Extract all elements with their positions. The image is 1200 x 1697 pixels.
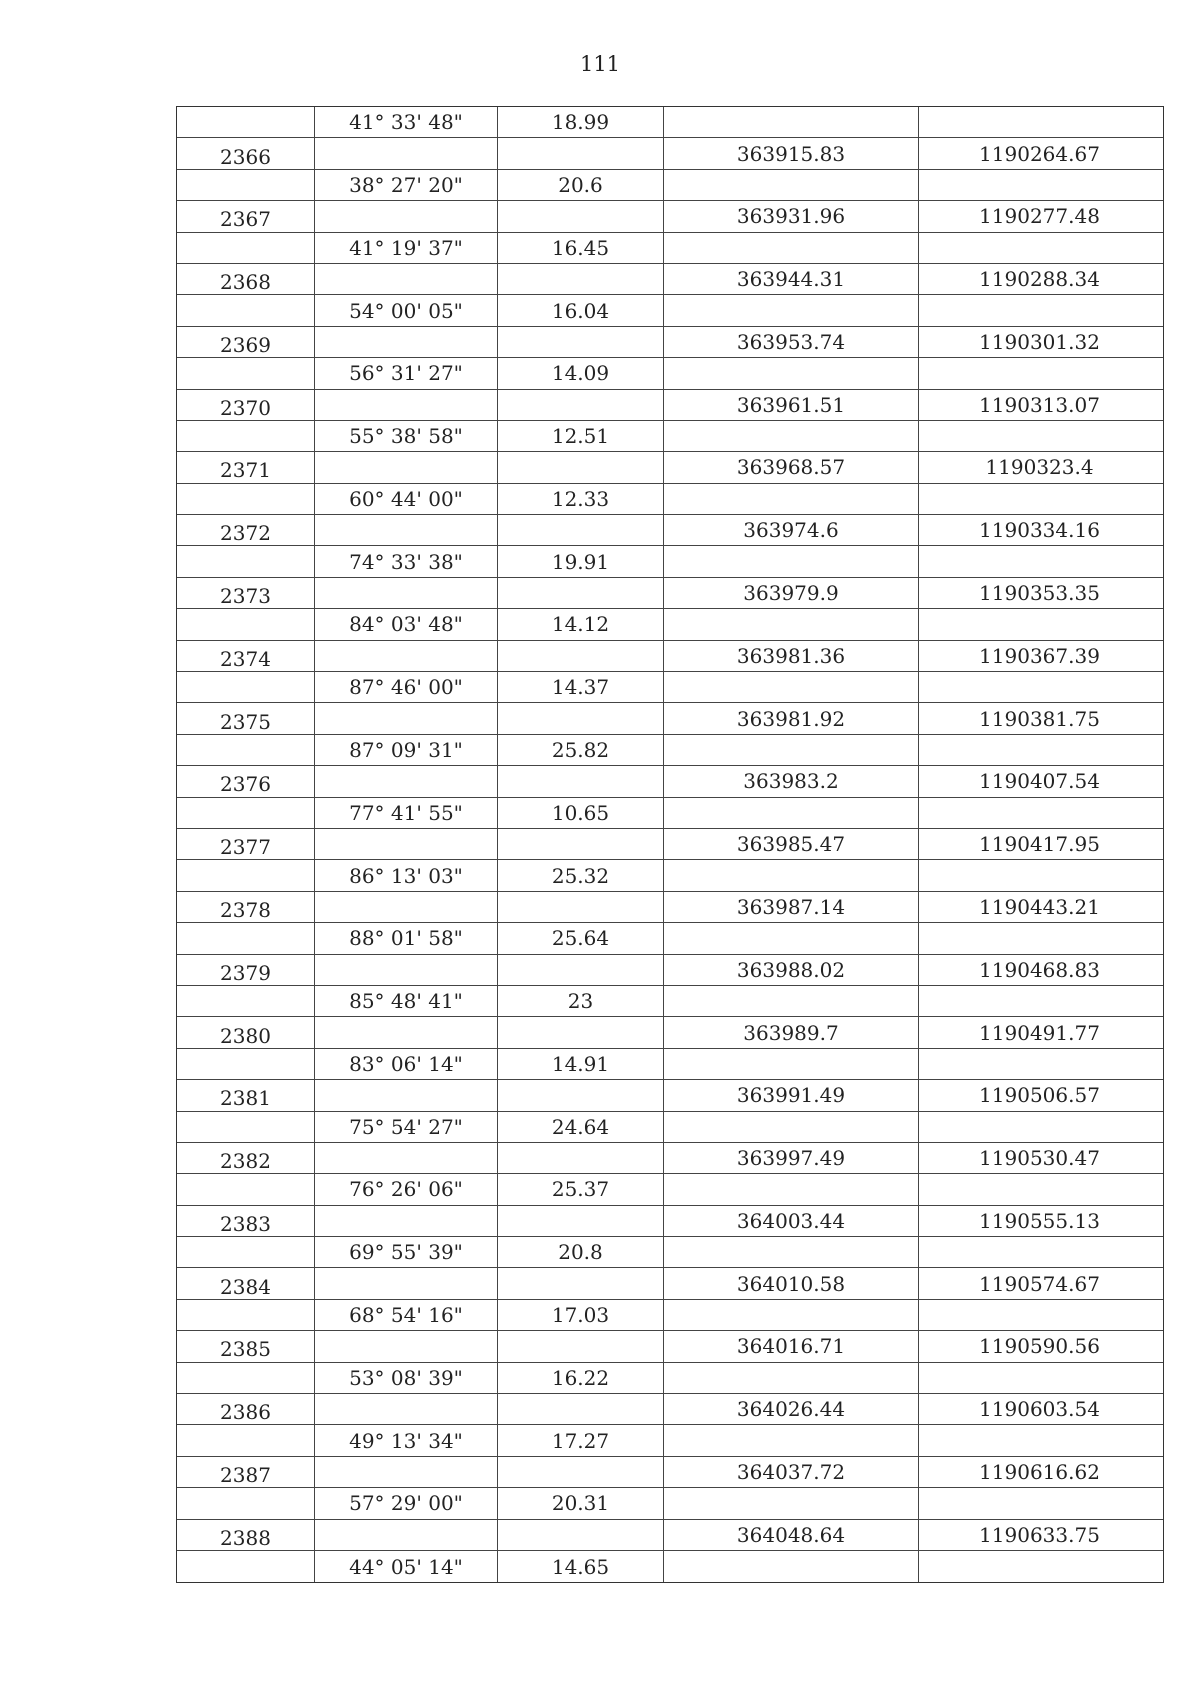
empty-cell: [315, 892, 498, 922]
empty-cell: [177, 295, 315, 325]
empty-cell: [177, 1237, 315, 1267]
empty-cell: [919, 1049, 1160, 1079]
bearing-cell: 41° 19' 37": [315, 233, 498, 263]
segment-row: [177, 986, 1163, 1017]
distance-cell: 20.6: [498, 170, 664, 200]
easting-cell: 1190506.57: [979, 1083, 1100, 1108]
northing-cell: 363974.6: [664, 515, 919, 545]
easting-cell: 1190417.95: [979, 832, 1100, 857]
empty-cell: [664, 358, 919, 388]
point-id-cell: 2368: [177, 264, 315, 294]
distance-cell: 14.65: [498, 1551, 664, 1582]
distance-cell: 20.31: [498, 1488, 664, 1518]
segment-row: [177, 233, 1163, 264]
point-row: [177, 1520, 1163, 1551]
empty-cell: [919, 1112, 1160, 1142]
point-row: [177, 1017, 1163, 1048]
empty-cell: [315, 1017, 498, 1047]
point-row: [177, 327, 1163, 358]
point-id-cell: 2384: [177, 1268, 315, 1298]
empty-cell: [919, 233, 1160, 263]
segment-row: [177, 421, 1163, 452]
point-row: [177, 578, 1163, 609]
empty-cell: [664, 1237, 919, 1267]
empty-cell: [498, 452, 664, 482]
empty-cell: [177, 1488, 315, 1518]
empty-cell: [664, 923, 919, 953]
empty-cell: [177, 1363, 315, 1393]
bearing-cell: 57° 29' 00": [315, 1488, 498, 1518]
segment-row: [177, 170, 1163, 201]
northing-cell: 364026.44: [664, 1394, 919, 1424]
easting-cell: 1190603.54: [979, 1397, 1100, 1422]
point-row: [177, 1206, 1163, 1237]
easting-cell: 1190301.32: [979, 329, 1100, 354]
point-row: [177, 641, 1163, 672]
segment-row: [177, 1112, 1163, 1143]
empty-cell: [177, 672, 315, 702]
segment-row: [177, 860, 1163, 891]
point-id-cell: 2371: [177, 452, 315, 482]
bearing-cell: 85° 48' 41": [315, 986, 498, 1016]
segment-row: [177, 1551, 1163, 1582]
empty-cell: [664, 798, 919, 828]
distance-cell: 14.12: [498, 609, 664, 639]
point-id-cell: 2370: [177, 390, 315, 420]
empty-cell: [664, 986, 919, 1016]
northing-cell: 363915.83: [664, 138, 919, 168]
segment-row: [177, 1049, 1163, 1080]
easting-cell: 1190407.54: [979, 769, 1100, 794]
empty-cell: [177, 798, 315, 828]
empty-cell: [315, 1331, 498, 1361]
empty-cell: [919, 546, 1160, 576]
empty-cell: [498, 578, 664, 608]
point-row: [177, 515, 1163, 546]
empty-cell: [498, 766, 664, 796]
distance-cell: 16.22: [498, 1363, 664, 1393]
bearing-cell: 84° 03' 48": [315, 609, 498, 639]
empty-cell: [664, 107, 919, 137]
empty-cell: [177, 1049, 315, 1079]
easting-cell: 1190633.75: [979, 1522, 1100, 1547]
northing-cell: 363988.02: [664, 955, 919, 985]
segment-row: [177, 1488, 1163, 1519]
distance-cell: 14.91: [498, 1049, 664, 1079]
empty-cell: [177, 546, 315, 576]
empty-cell: [664, 860, 919, 890]
point-id-cell: 2385: [177, 1331, 315, 1361]
empty-cell: [498, 515, 664, 545]
point-id-cell: 2386: [177, 1394, 315, 1424]
northing-cell: 364037.72: [664, 1457, 919, 1487]
empty-cell: [498, 1080, 664, 1110]
bearing-cell: 87° 09' 31": [315, 735, 498, 765]
empty-cell: [315, 955, 498, 985]
point-id-cell: 2373: [177, 578, 315, 608]
empty-cell: [919, 1174, 1160, 1204]
bearing-cell: 83° 06' 14": [315, 1049, 498, 1079]
segment-row: [177, 295, 1163, 326]
point-row: [177, 703, 1163, 734]
easting-cell: 1190530.47: [979, 1146, 1100, 1171]
point-id-cell: 2381: [177, 1080, 315, 1110]
empty-cell: [919, 1425, 1160, 1455]
segment-row: [177, 484, 1163, 515]
empty-cell: [177, 1112, 315, 1142]
empty-cell: [919, 798, 1160, 828]
empty-cell: [919, 1237, 1160, 1267]
bearing-cell: 38° 27' 20": [315, 170, 498, 200]
empty-cell: [315, 201, 498, 231]
empty-cell: [498, 1520, 664, 1550]
point-row: [177, 829, 1163, 860]
empty-cell: [498, 1206, 664, 1236]
empty-cell: [919, 484, 1160, 514]
empty-cell: [177, 107, 315, 137]
empty-cell: [498, 1143, 664, 1173]
segment-row: [177, 107, 1163, 138]
empty-cell: [664, 1551, 919, 1582]
easting-cell: 1190555.13: [979, 1208, 1100, 1233]
empty-cell: [498, 1017, 664, 1047]
northing-cell: 363944.31: [664, 264, 919, 294]
point-id-cell: 2388: [177, 1520, 315, 1550]
empty-cell: [177, 1425, 315, 1455]
empty-cell: [664, 1174, 919, 1204]
point-id-cell: 2380: [177, 1017, 315, 1047]
empty-cell: [315, 1520, 498, 1550]
distance-cell: 10.65: [498, 798, 664, 828]
point-row: [177, 1268, 1163, 1299]
point-row: [177, 264, 1163, 295]
empty-cell: [498, 955, 664, 985]
northing-cell: 363991.49: [664, 1080, 919, 1110]
easting-cell: 1190264.67: [979, 141, 1100, 166]
bearing-cell: 44° 05' 14": [315, 1551, 498, 1582]
point-row: [177, 138, 1163, 169]
empty-cell: [315, 327, 498, 357]
bearing-cell: 76° 26' 06": [315, 1174, 498, 1204]
empty-cell: [664, 233, 919, 263]
empty-cell: [498, 264, 664, 294]
bearing-cell: 55° 38' 58": [315, 421, 498, 451]
point-row: [177, 452, 1163, 483]
empty-cell: [315, 829, 498, 859]
northing-cell: 363953.74: [664, 327, 919, 357]
empty-cell: [177, 358, 315, 388]
northing-cell: 363989.7: [664, 1017, 919, 1047]
point-row: [177, 1394, 1163, 1425]
point-id-cell: 2366: [177, 138, 315, 168]
empty-cell: [919, 170, 1160, 200]
point-row: [177, 955, 1163, 986]
distance-cell: 12.51: [498, 421, 664, 451]
bearing-cell: 56° 31' 27": [315, 358, 498, 388]
point-id-cell: 2377: [177, 829, 315, 859]
empty-cell: [315, 138, 498, 168]
empty-cell: [919, 923, 1160, 953]
northing-cell: 364003.44: [664, 1206, 919, 1236]
empty-cell: [919, 609, 1160, 639]
empty-cell: [177, 860, 315, 890]
easting-cell: 1190443.21: [979, 894, 1100, 919]
distance-cell: 25.64: [498, 923, 664, 953]
empty-cell: [498, 201, 664, 231]
empty-cell: [177, 609, 315, 639]
bearing-cell: 41° 33' 48": [315, 107, 498, 137]
point-id-cell: 2387: [177, 1457, 315, 1487]
bearing-cell: 77° 41' 55": [315, 798, 498, 828]
northing-cell: 364016.71: [664, 1331, 919, 1361]
empty-cell: [664, 735, 919, 765]
bearing-cell: 88° 01' 58": [315, 923, 498, 953]
point-row: [177, 1457, 1163, 1488]
point-row: [177, 201, 1163, 232]
distance-cell: 18.99: [498, 107, 664, 137]
empty-cell: [919, 358, 1160, 388]
distance-cell: 16.04: [498, 295, 664, 325]
segment-row: [177, 1174, 1163, 1205]
empty-cell: [919, 672, 1160, 702]
northing-cell: 364010.58: [664, 1268, 919, 1298]
segment-row: [177, 798, 1163, 829]
point-id-cell: 2369: [177, 327, 315, 357]
bearing-cell: 53° 08' 39": [315, 1363, 498, 1393]
empty-cell: [498, 829, 664, 859]
empty-cell: [498, 641, 664, 671]
point-row: [177, 390, 1163, 421]
survey-table: [176, 106, 1164, 1583]
bearing-cell: 54° 00' 05": [315, 295, 498, 325]
empty-cell: [177, 170, 315, 200]
empty-cell: [498, 1268, 664, 1298]
page-number: 111: [579, 52, 621, 76]
bearing-cell: 49° 13' 34": [315, 1425, 498, 1455]
distance-cell: 24.64: [498, 1112, 664, 1142]
empty-cell: [919, 421, 1160, 451]
distance-cell: 12.33: [498, 484, 664, 514]
point-id-cell: 2375: [177, 703, 315, 733]
point-id-cell: 2372: [177, 515, 315, 545]
empty-cell: [498, 327, 664, 357]
empty-cell: [315, 1206, 498, 1236]
northing-cell: 363983.2: [664, 766, 919, 796]
northing-cell: 363968.57: [664, 452, 919, 482]
easting-cell: 1190353.35: [979, 581, 1100, 606]
point-row: [177, 1331, 1163, 1362]
northing-cell: 363931.96: [664, 201, 919, 231]
empty-cell: [919, 295, 1160, 325]
northing-cell: 363985.47: [664, 829, 919, 859]
point-id-cell: 2379: [177, 955, 315, 985]
distance-cell: 14.37: [498, 672, 664, 702]
easting-cell: 1190616.62: [979, 1459, 1100, 1484]
segment-row: [177, 1300, 1163, 1331]
empty-cell: [919, 986, 1160, 1016]
empty-cell: [664, 609, 919, 639]
empty-cell: [177, 1174, 315, 1204]
northing-cell: 363997.49: [664, 1143, 919, 1173]
northing-cell: 363981.36: [664, 641, 919, 671]
empty-cell: [919, 1551, 1160, 1582]
empty-cell: [315, 578, 498, 608]
point-id-cell: 2378: [177, 892, 315, 922]
distance-cell: 25.82: [498, 735, 664, 765]
bearing-cell: 87° 46' 00": [315, 672, 498, 702]
distance-cell: 25.32: [498, 860, 664, 890]
empty-cell: [315, 1143, 498, 1173]
empty-cell: [315, 1394, 498, 1424]
empty-cell: [177, 233, 315, 263]
segment-row: [177, 1363, 1163, 1394]
empty-cell: [919, 1300, 1160, 1330]
easting-cell: 1190491.77: [979, 1020, 1100, 1045]
distance-cell: 20.8: [498, 1237, 664, 1267]
bearing-cell: 68° 54' 16": [315, 1300, 498, 1330]
segment-row: [177, 1237, 1163, 1268]
distance-cell: 19.91: [498, 546, 664, 576]
empty-cell: [315, 452, 498, 482]
empty-cell: [664, 295, 919, 325]
distance-cell: 25.37: [498, 1174, 664, 1204]
empty-cell: [664, 170, 919, 200]
empty-cell: [664, 1049, 919, 1079]
empty-cell: [664, 1300, 919, 1330]
empty-cell: [177, 986, 315, 1016]
point-row: [177, 766, 1163, 797]
easting-cell: 1190590.56: [979, 1334, 1100, 1359]
distance-cell: 17.27: [498, 1425, 664, 1455]
segment-row: [177, 1425, 1163, 1456]
segment-row: [177, 358, 1163, 389]
segment-row: [177, 546, 1163, 577]
easting-cell: 1190334.16: [979, 518, 1100, 543]
point-row: [177, 1080, 1163, 1111]
easting-cell: 1190468.83: [979, 957, 1100, 982]
empty-cell: [664, 1363, 919, 1393]
northing-cell: 363961.51: [664, 390, 919, 420]
empty-cell: [177, 421, 315, 451]
empty-cell: [315, 390, 498, 420]
empty-cell: [498, 1394, 664, 1424]
segment-row: [177, 735, 1163, 766]
empty-cell: [315, 641, 498, 671]
easting-cell: 1190367.39: [979, 643, 1100, 668]
empty-cell: [498, 1457, 664, 1487]
empty-cell: [177, 484, 315, 514]
easting-cell: 1190323.4: [985, 455, 1094, 480]
bearing-cell: 75° 54' 27": [315, 1112, 498, 1142]
empty-cell: [315, 1080, 498, 1110]
bearing-cell: 69° 55' 39": [315, 1237, 498, 1267]
empty-cell: [919, 735, 1160, 765]
empty-cell: [664, 1112, 919, 1142]
empty-cell: [315, 1268, 498, 1298]
empty-cell: [498, 138, 664, 168]
bearing-cell: 60° 44' 00": [315, 484, 498, 514]
empty-cell: [498, 703, 664, 733]
empty-cell: [664, 1425, 919, 1455]
bearing-cell: 74° 33' 38": [315, 546, 498, 576]
empty-cell: [177, 1551, 315, 1582]
empty-cell: [664, 672, 919, 702]
point-id-cell: 2374: [177, 641, 315, 671]
empty-cell: [498, 1331, 664, 1361]
distance-cell: 17.03: [498, 1300, 664, 1330]
easting-cell: 1190277.48: [979, 204, 1100, 229]
northing-cell: 364048.64: [664, 1520, 919, 1550]
easting-cell: 1190313.07: [979, 392, 1100, 417]
empty-cell: [177, 923, 315, 953]
bearing-cell: 86° 13' 03": [315, 860, 498, 890]
point-id-cell: 2383: [177, 1206, 315, 1236]
northing-cell: 363981.92: [664, 703, 919, 733]
empty-cell: [664, 1488, 919, 1518]
distance-cell: 16.45: [498, 233, 664, 263]
empty-cell: [315, 766, 498, 796]
empty-cell: [919, 107, 1160, 137]
empty-cell: [664, 484, 919, 514]
empty-cell: [498, 892, 664, 922]
empty-cell: [315, 703, 498, 733]
segment-row: [177, 672, 1163, 703]
empty-cell: [315, 1457, 498, 1487]
empty-cell: [919, 1363, 1160, 1393]
point-row: [177, 1143, 1163, 1174]
easting-cell: 1190381.75: [979, 706, 1100, 731]
point-id-cell: 2382: [177, 1143, 315, 1173]
distance-cell: 14.09: [498, 358, 664, 388]
easting-cell: 1190288.34: [979, 267, 1100, 292]
empty-cell: [315, 264, 498, 294]
empty-cell: [664, 546, 919, 576]
easting-cell: 1190574.67: [979, 1271, 1100, 1296]
empty-cell: [919, 1488, 1160, 1518]
empty-cell: [664, 421, 919, 451]
point-id-cell: 2376: [177, 766, 315, 796]
empty-cell: [177, 735, 315, 765]
empty-cell: [498, 390, 664, 420]
northing-cell: 363979.9: [664, 578, 919, 608]
northing-cell: 363987.14: [664, 892, 919, 922]
distance-cell: 23: [498, 986, 664, 1016]
point-id-cell: 2367: [177, 201, 315, 231]
point-row: [177, 892, 1163, 923]
empty-cell: [919, 860, 1160, 890]
segment-row: [177, 609, 1163, 640]
segment-row: [177, 923, 1163, 954]
empty-cell: [177, 1300, 315, 1330]
empty-cell: [315, 515, 498, 545]
